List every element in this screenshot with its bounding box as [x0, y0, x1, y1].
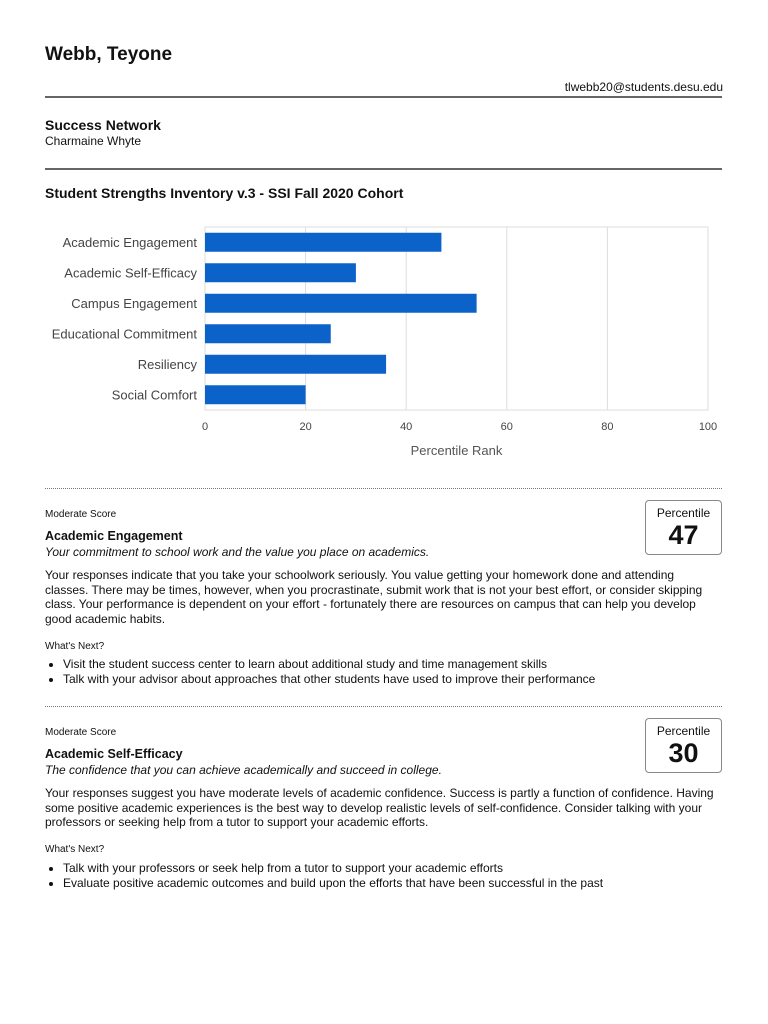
bar	[205, 263, 356, 282]
percentile-bar-chart	[0, 220, 768, 465]
x-tick-label: 60	[500, 421, 513, 433]
network-divider	[45, 168, 722, 170]
category-label: Academic Engagement	[62, 234, 197, 250]
list-item: • Evaluate positive academic outcomes and build upon the efforts that have been successful in the past	[63, 876, 603, 891]
x-tick-label: 20	[299, 421, 312, 433]
section-title: Academic Self-Efficacy	[45, 747, 183, 761]
percentile-box	[645, 718, 722, 773]
student-email: tlwebb20@students.desu.edu	[564, 80, 723, 94]
score-level: Moderate Score	[45, 727, 117, 738]
chart-title: Student Strengths Inventory v.3 - SSI Fall 2020 Cohort	[45, 185, 404, 201]
percentile-value: 30	[668, 738, 699, 768]
bar	[205, 385, 306, 404]
header-divider	[45, 96, 722, 98]
success-network-member: Charmaine Whyte	[45, 134, 142, 148]
list-item: • Talk with your professors or seek help from a tutor to support your academic efforts	[63, 861, 603, 876]
x-tick-label: 100	[698, 421, 718, 433]
bar	[205, 233, 441, 252]
whats-next-title: What's Next?	[45, 641, 105, 652]
percentile-label: Percentile	[656, 506, 711, 520]
score-section-academic-engagement	[45, 498, 722, 693]
whats-next-list	[45, 861, 603, 891]
list-item: • Talk with your advisor about approaches that other students have used to improve their performance	[63, 672, 595, 687]
bar	[205, 355, 386, 374]
section-description: Your commitment to school work and the value you place on academics.	[45, 545, 430, 559]
score-level: Moderate Score	[45, 509, 117, 520]
section-title: Academic Engagement	[45, 529, 183, 543]
plot-frame	[205, 227, 708, 410]
success-network-title: Success Network	[45, 117, 161, 133]
list-item: • Visit the student success center to learn about additional study and time management skills	[63, 657, 595, 672]
x-axis-label: Percentile Rank	[410, 443, 503, 458]
score-section-academic-self-efficacy	[45, 716, 722, 896]
section-divider	[45, 488, 722, 489]
category-label: Resiliency	[137, 356, 197, 372]
category-label: Educational Commitment	[51, 326, 197, 342]
x-tick-label: 0	[201, 421, 209, 433]
bar	[205, 294, 477, 313]
category-label: Social Comfort	[111, 387, 197, 403]
percentile-box	[645, 500, 722, 555]
whats-next-list	[45, 657, 595, 687]
x-tick-label: 40	[400, 421, 413, 433]
x-tick-label: 80	[601, 421, 614, 433]
percentile-label: Percentile	[656, 724, 711, 738]
category-label: Academic Self-Efficacy	[64, 265, 197, 281]
category-label: Campus Engagement	[71, 295, 197, 311]
bar	[205, 324, 331, 343]
student-name: Webb, Teyone	[45, 44, 173, 65]
whats-next-title: What's Next?	[45, 844, 105, 855]
section-body: Your responses suggest you have moderate levels of academic confidence. Success is partly a function of confidence. Having some positive academic experiences is the best way to develop realistic levels of self-confidence. Consider talking with your professors or seeking help from a tutor to support your academic efforts.	[45, 786, 714, 829]
section-divider	[45, 706, 722, 707]
section-description: The confidence that you can achieve academically and succeed in college.	[45, 763, 442, 777]
percentile-value: 47	[668, 520, 699, 550]
section-body: Your responses indicate that you take your schoolwork seriously. You value getting your homework done and attending classes. There may be times, however, when you procrastinate, submit work that is not your best effort, or consider skipping class. Your performance is dependent on your effort - fortunately there are resources on campus that can help you develop good academic habits.	[45, 568, 703, 626]
